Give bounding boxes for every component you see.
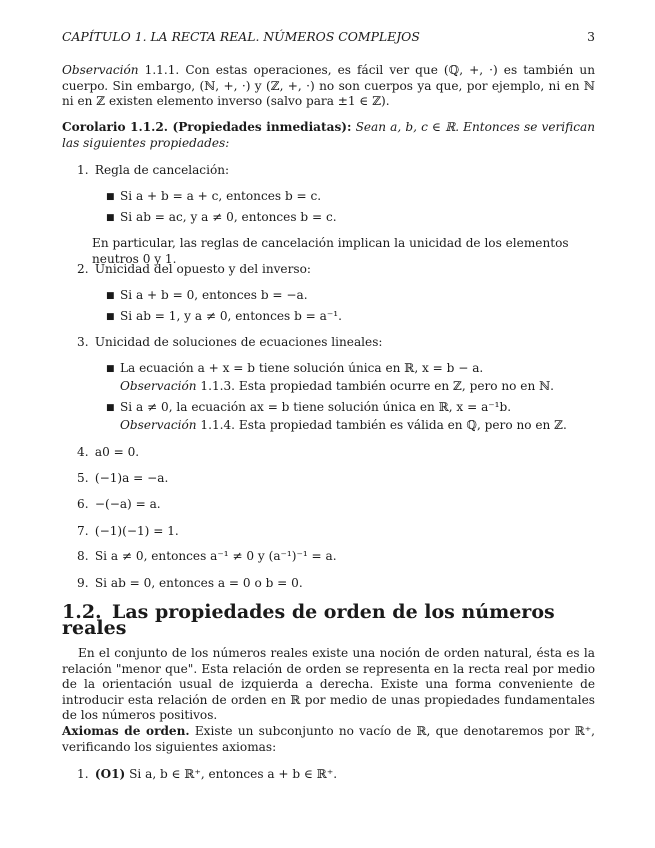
- item-number: 6.: [77, 497, 89, 511]
- bullet-icon: ■: [106, 312, 115, 322]
- axiom-o1: [77, 767, 337, 783]
- corollary-statement: Sean a, b, c ∈ ℝ. Entonces se verifican las siguientes propiedades:: [62, 120, 595, 150]
- observation-1-1-1: [62, 63, 595, 110]
- axiom-label: (O1): [94, 767, 126, 781]
- item-text: Regla de cancelación:: [94, 163, 230, 177]
- axiom-text: Si a, b ∈ ℝ⁺, entonces a + b ∈ ℝ⁺.: [125, 767, 338, 781]
- item-number: 8.: [77, 549, 89, 563]
- bullet-icon: ■: [106, 364, 115, 374]
- bullet-item: [106, 309, 342, 326]
- list-item: [77, 497, 161, 513]
- item-text: (−1)(−1) = 1.: [94, 524, 179, 538]
- list-item: [77, 335, 382, 351]
- item-number: 2.: [77, 262, 89, 276]
- corollary-1-1-2: [62, 120, 595, 151]
- order-axioms: [62, 724, 595, 755]
- bullet-text: La ecuación a + x = b tiene solución única en ℝ, x = b − a.: [120, 361, 484, 375]
- bullet-text: Si a + b = a + c, entonces b = c.: [120, 189, 322, 203]
- item-number: 9.: [77, 576, 89, 590]
- bullet-icon: ■: [106, 291, 115, 301]
- item-text: Unicidad del opuesto y del inverso:: [94, 262, 311, 276]
- list-item: [77, 471, 168, 487]
- bullet-item: [106, 210, 337, 227]
- bullet-icon: ■: [106, 192, 115, 202]
- item-number: 1.: [77, 163, 89, 177]
- observation-label: Observación: [120, 418, 197, 432]
- list-item: [77, 576, 303, 592]
- bullet-item: [106, 189, 321, 206]
- chapter-title: CAPÍTULO 1. LA RECTA REAL. NÚMEROS COMPLEJOS: [62, 29, 420, 44]
- axioms-title: Axiomas de orden.: [62, 724, 190, 738]
- item-number: 3.: [77, 335, 89, 349]
- section-intro-paragraph: En el conjunto de los números reales existe una noción de orden natural, ésta es la relación "menor que". Esta relación de orden se representa en la recta real por medio de la orientación usual de izquierda a derecha. Existe una forma conveniente de introducir esta relación de orden en ℝ por medio de unas propiedades fundamentales de los números positivos.: [62, 646, 595, 723]
- list-item: [77, 524, 179, 540]
- bullet-text: Si a + b = 0, entonces b = −a.: [120, 288, 308, 302]
- section-heading: [62, 601, 595, 639]
- item-number: 1.: [77, 767, 89, 781]
- observation-text: 1.1.1. Con estas operaciones, es fácil ver que (ℚ, +, ·) es también un cuerpo. Sin embargo, (ℕ, +, ·) y (ℤ, +, ·) no son cuerpos ya que, por ejemplo, ni en ℕ ni en ℤ existen elemento inverso (salvo para ±1 ∈ ℤ).: [62, 63, 595, 109]
- observation-text: 1.1.4. Esta propiedad también es válida en ℚ, pero no en ℤ.: [196, 418, 567, 432]
- bullet-text: Si a ≠ 0, la ecuación ax = b tiene solución única en ℝ, x = a⁻¹b.: [120, 400, 512, 414]
- item-number: 7.: [77, 524, 89, 538]
- item-text: a0 = 0.: [94, 445, 140, 459]
- item-text: (−1)a = −a.: [94, 471, 169, 485]
- bullet-item: [106, 288, 308, 305]
- list-item: [77, 549, 337, 565]
- list-item: [77, 262, 311, 278]
- bullet-icon: ■: [106, 213, 115, 223]
- item-text: Si a ≠ 0, entonces a⁻¹ ≠ 0 y (a⁻¹)⁻¹ = a.: [94, 549, 337, 563]
- item-text: Si ab = 0, entonces a = 0 o b = 0.: [94, 576, 303, 590]
- observation-label: Observación: [120, 379, 197, 393]
- observation-label: Observación: [62, 63, 139, 77]
- item-paragraph: En particular, las reglas de cancelación implican la unicidad de los elementos neutros 0 y 1.: [92, 236, 569, 266]
- observation-text: 1.1.3. Esta propiedad también ocurre en ℤ, pero no en ℕ.: [196, 379, 554, 393]
- running-header: [62, 29, 595, 45]
- item-number: 5.: [77, 471, 89, 485]
- corollary-title: Corolario 1.1.2. (Propiedades inmediatas):: [62, 120, 352, 134]
- bullet-item: [106, 361, 483, 378]
- observation-1-1-4: [120, 418, 567, 434]
- bullet-item: [106, 400, 511, 417]
- item-text: Unicidad de soluciones de ecuaciones lineales:: [94, 335, 383, 349]
- bullet-text: Si ab = ac, y a ≠ 0, entonces b = c.: [120, 210, 337, 224]
- list-item: [77, 445, 139, 461]
- section-title: Las propiedades de orden de los números reales: [62, 601, 555, 639]
- page-number: 3: [587, 29, 595, 44]
- axioms-text: Existe un subconjunto no vacío de ℝ, que denotaremos por ℝ⁺, verificando los siguientes axiomas:: [62, 724, 595, 754]
- list-item: [77, 163, 229, 179]
- item-number: 4.: [77, 445, 89, 459]
- bullet-text: Si ab = 1, y a ≠ 0, entonces b = a⁻¹.: [120, 309, 342, 323]
- bullet-icon: ■: [106, 403, 115, 413]
- item-text: −(−a) = a.: [94, 497, 161, 511]
- section-number: 1.2.: [62, 601, 102, 623]
- observation-1-1-3: [120, 379, 554, 395]
